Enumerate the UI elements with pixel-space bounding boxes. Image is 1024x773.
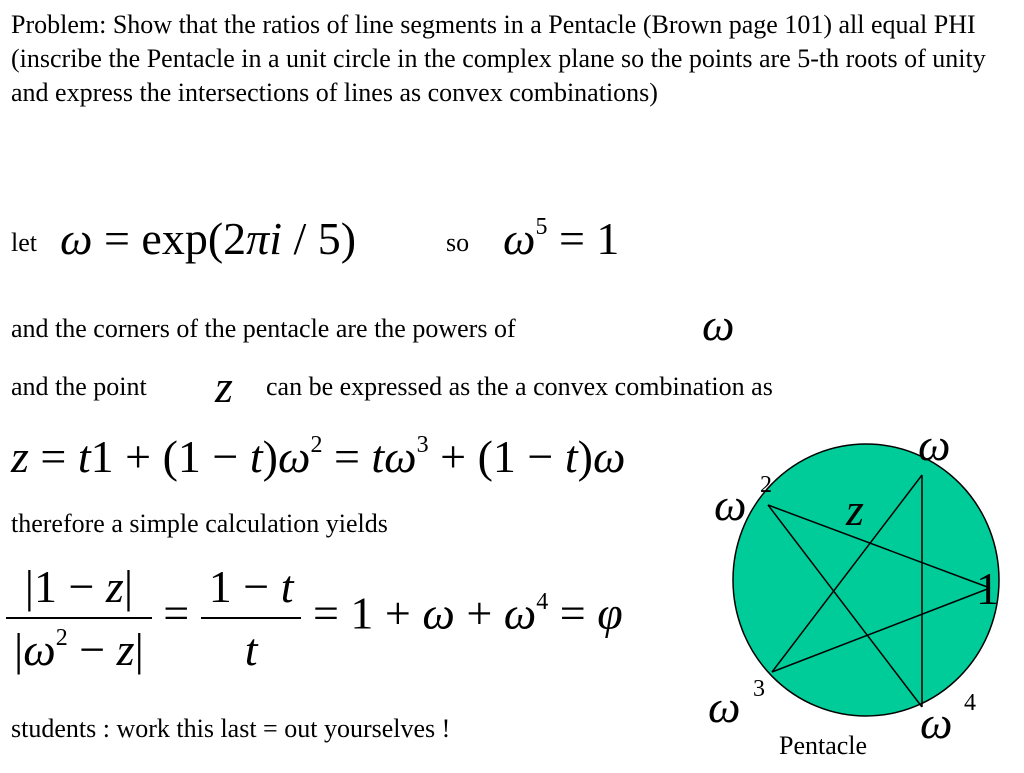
omega4-label: ω (920, 697, 953, 748)
students-text: students : work this last = out yourselves ! (11, 714, 451, 743)
omega2-exponent: 2 (760, 472, 772, 498)
omega3-label: ω (708, 681, 741, 732)
diagram-caption: Pentacle (779, 731, 868, 760)
unit-circle (733, 444, 999, 716)
point-text-2: can be expressed as the a convex combination as (266, 372, 773, 401)
ratio-equation: $\frac{|1 - z|}{|\omega^2 - z|}$ = $\frac{1 - t}{t}$ = $1 + \omega + \omega^4 = \varphi$ (6, 560, 623, 676)
z-label: z (846, 484, 864, 535)
point-text-1: and the point (11, 372, 147, 401)
so-label: so (446, 228, 470, 257)
therefore-text: therefore a simple calculation yields (11, 509, 388, 538)
problem-statement: Problem: Show that the ratios of line segments in a Pentacle (Brown page 101) all equal PHI (inscribe the Pentacle in a unit circle in the complex plane so the points are 5-th roots of unity and express the intersections of lines as convex combinations) (11, 10, 986, 107)
omega-label: ω (918, 420, 951, 470)
omega-symbol: ω (702, 299, 735, 350)
ratio-fraction-left: $\frac{|1 - z|}{|\omega^2 - z|}$ (6, 560, 152, 676)
omega-power-equation: $\omega^5 = 1$ (503, 213, 620, 264)
omega2-label: ω (714, 479, 747, 530)
pentacle-diagram (700, 420, 1024, 768)
z-convex-combination-equation: $z = t1 + (1 - t)\omega^2 = t\omega^3 + (1 - t)\omega$ (11, 431, 626, 482)
omega3-exponent: 3 (753, 676, 765, 702)
z-symbol: z (215, 361, 233, 412)
ratio-fraction-right: $\frac{1 - t}{t}$ (201, 560, 302, 676)
let-label: let (11, 228, 37, 257)
omega4-exponent: 4 (964, 690, 976, 716)
corners-text: and the corners of the pentacle are the powers of (11, 314, 516, 343)
one-label: 1 (976, 563, 999, 614)
omega-definition: ω = exp(2πi / 5) (60, 213, 357, 264)
